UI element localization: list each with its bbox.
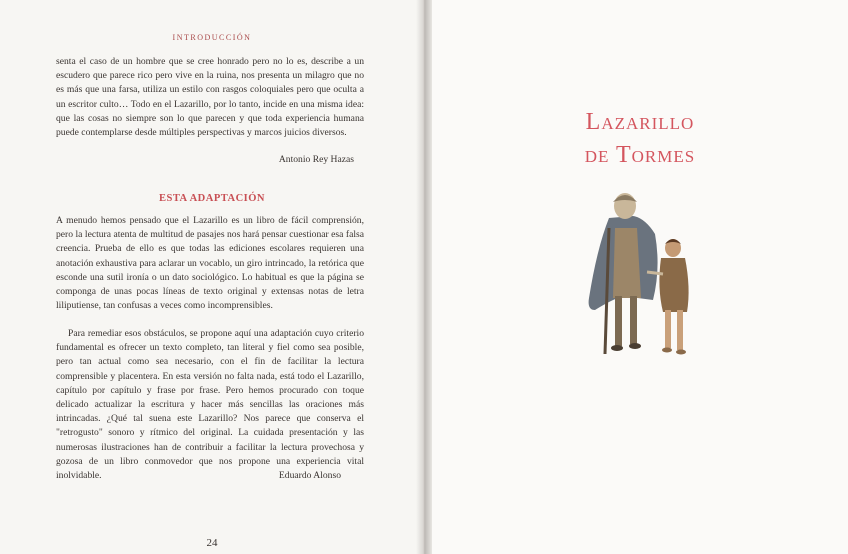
book-title (432, 106, 848, 172)
running-head: INTRODUCCIÓN (172, 33, 252, 42)
book-title-line-2: de Tormes (584, 142, 696, 168)
adaptation-paragraph-1: A menudo hemos pensado que el Lazarillo es un libro de fácil comprensión, pero la lectura atenta de multitud de pasajes nos hará pensar cuestionar esa falsa creencia. Prueba de ello es que todas las ediciones escolares requieren una anotación exhaustiva para aclarar un vocablo, un giro intrincado, la retórica que esconde una sutil ironía o un dato sociológico. Lo habitual es que la página se componga de unas pocas líneas de texto original y extensas notas de letra liliputiense, tan confusas a veces como incomprensibles. (56, 215, 364, 312)
adaptation-paragraph-2: Para remediar esos obstáculos, se propone aquí una adaptación cuyo criterio fundamental es ofrecer un texto completo, tan literal y fiel como sea posible, pero tan actual como sea necesario, con el fin de facilitar la lectura comprensible y placentera. En esta versión no falta nada, está todo el Lazarillo, capítulo por capítulo y frase por frase. Pero hemos procurado con toque delicado actualizar la escritura y hacer más sencillas las oraciones más intrincadas. ¿Qué tal suena este Lazarillo? Nos parece que conserva el "retrogusto" sonoro y rítmico del original. La cuidada presentación y las numerosas ilustraciones han de contribuir a facilitar la lectura provechosa y gozosa de un libro conmovedor que nos propone una experiencia vital inolvidable. (56, 328, 364, 482)
lazarillo-body (659, 258, 688, 312)
page-number: 24 (206, 537, 218, 549)
intro-paragraph: senta el caso de un hombre que se cree honrado pero no lo es, describe a un escudero que parece rico pero vive en la ruina, nos presenta un milagro que no es más que una farsa, utiliza un estilo con rasgos coloquiales pero que oculta a un escritor culto… Todo en el Lazarillo, por lo tanto, incide en una misma idea: que las cosas no siempre son lo que parecen y que toda experiencia humana puede contemplarse desde múltiples perspectivas y marcos juicios diversos. (56, 56, 364, 139)
intro-signature: Antonio Rey Hazas (278, 154, 354, 165)
adaptation-signature: Eduardo Alonso (278, 470, 341, 481)
book-title-line-1: Lazarillo (585, 109, 695, 135)
section-title: ESTA ADAPTACIÓN (158, 193, 265, 204)
blind-man-and-lazarillo-illustration (575, 188, 715, 360)
book-gutter (416, 0, 432, 554)
